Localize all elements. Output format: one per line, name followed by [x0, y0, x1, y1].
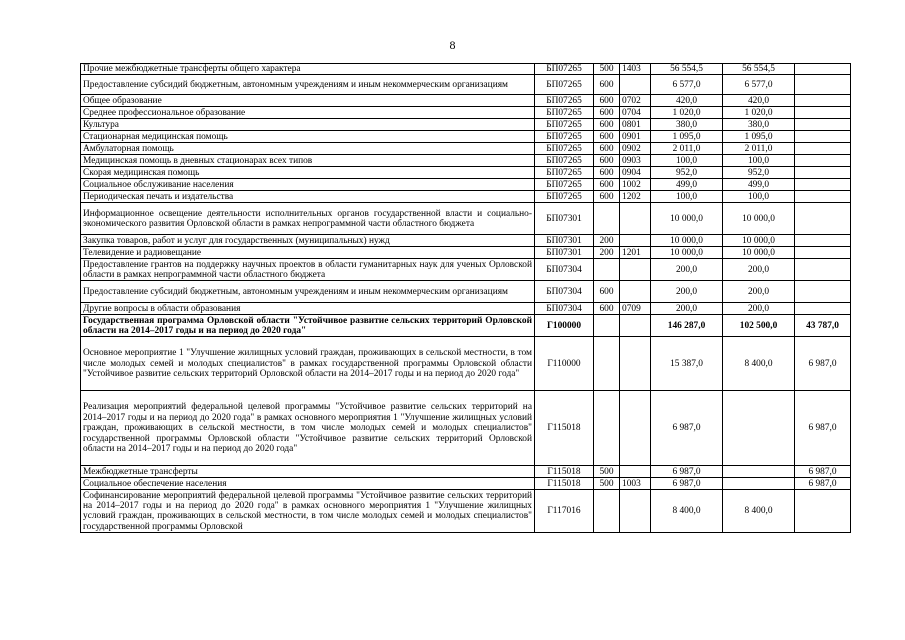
row-name: Межбюджетные трансферты: [81, 466, 535, 478]
row-federal: [795, 75, 851, 95]
row-code: БП07304: [535, 281, 594, 303]
row-regional: 200,0: [723, 259, 795, 281]
row-regional: 10 000,0: [723, 203, 795, 235]
row-federal: [795, 119, 851, 131]
row-total: 6 987,0: [651, 478, 723, 490]
row-expense-type: 600: [594, 107, 620, 119]
table-row: [81, 235, 851, 247]
row-name: Периодическая печать и издательства: [81, 191, 535, 203]
table-row: [81, 247, 851, 259]
row-regional: 499,0: [723, 179, 795, 191]
row-name: Стационарная медицинская помощь: [81, 131, 535, 143]
table-row: [81, 478, 851, 490]
row-total: 56 554,5: [651, 64, 723, 75]
row-name: Информационное освещение деятельности исполнительных органов государственной власти и социально-экономического развития Орловской области в рамках непрограммной части областного бюджета: [81, 203, 535, 235]
row-regional: 10 000,0: [723, 247, 795, 259]
row-expense-type: 600: [594, 155, 620, 167]
row-total: 100,0: [651, 191, 723, 203]
row-section: 1002: [620, 179, 651, 191]
row-code: БП07265: [535, 143, 594, 155]
row-section: [620, 466, 651, 478]
row-section: 0704: [620, 107, 651, 119]
row-section: [620, 203, 651, 235]
row-expense-type: 600: [594, 131, 620, 143]
row-regional: 1 095,0: [723, 131, 795, 143]
row-federal: [795, 203, 851, 235]
row-name: Среднее профессиональное образование: [81, 107, 535, 119]
row-expense-type: 600: [594, 281, 620, 303]
row-total: 146 287,0: [651, 315, 723, 337]
row-federal: [795, 167, 851, 179]
row-name: Общее образование: [81, 95, 535, 107]
row-section: [620, 235, 651, 247]
row-name: Телевидение и радиовещание: [81, 247, 535, 259]
row-expense-type: [594, 203, 620, 235]
row-total: 1 095,0: [651, 131, 723, 143]
table-row: [81, 179, 851, 191]
table-row: [81, 303, 851, 315]
row-federal: [795, 247, 851, 259]
row-section: [620, 281, 651, 303]
row-total: 1 020,0: [651, 107, 723, 119]
row-expense-type: 600: [594, 167, 620, 179]
row-name: Предоставление субсидий бюджетным, автономным учреждениям и иным некоммерческим организациям: [81, 281, 535, 303]
row-section: 0904: [620, 167, 651, 179]
table-row: [81, 107, 851, 119]
table-row: [81, 191, 851, 203]
row-regional: 380,0: [723, 119, 795, 131]
row-regional: [723, 478, 795, 490]
row-regional: 420,0: [723, 95, 795, 107]
row-federal: [795, 303, 851, 315]
row-regional: 200,0: [723, 281, 795, 303]
row-name: Реализация мероприятий федеральной целевой программы "Устойчивое развитие сельских территорий на 2014–2017 годы и на период до 2020 года" в рамках основного мероприятия 1 "Улучшение жилищных условий граждан, проживающих в сельской местности, в том числе молодых семей и молодых специалистов" государственной программы Орловской области "Устойчивое развитие сельских территорий Орловской области на 2014–2017 годы и на период до 2020 года": [81, 391, 535, 466]
row-regional: 952,0: [723, 167, 795, 179]
row-total: 10 000,0: [651, 235, 723, 247]
row-name: Предоставление грантов на поддержку научных проектов в области гуманитарных наук для ученых Орловской области в рамках непрограммной части областного бюджета: [81, 259, 535, 281]
row-federal: [795, 95, 851, 107]
row-federal: 43 787,0: [795, 315, 851, 337]
table-row: [81, 143, 851, 155]
row-regional: 56 554,5: [723, 64, 795, 75]
row-code: Г110000: [535, 337, 594, 391]
row-federal: [795, 490, 851, 533]
table-row: [81, 75, 851, 95]
row-expense-type: [594, 315, 620, 337]
row-regional: 102 500,0: [723, 315, 795, 337]
row-name: Прочие межбюджетные трансферты общего характера: [81, 64, 535, 75]
table-row: [81, 315, 851, 337]
page-number: 8: [449, 38, 456, 52]
row-name: Государственная программа Орловской области "Устойчивое развитие сельских территорий Орловской области на 2014–2017 годы и на период до 2020 года": [81, 315, 535, 337]
row-code: Г100000: [535, 315, 594, 337]
row-section: 0902: [620, 143, 651, 155]
row-total: 10 000,0: [651, 247, 723, 259]
row-name: Культура: [81, 119, 535, 131]
row-code: БП07304: [535, 259, 594, 281]
row-section: [620, 75, 651, 95]
row-expense-type: 500: [594, 466, 620, 478]
row-section: [620, 391, 651, 466]
row-federal: 6 987,0: [795, 478, 851, 490]
row-section: 0709: [620, 303, 651, 315]
row-federal: [795, 281, 851, 303]
row-name: Медицинская помощь в дневных стационарах всех типов: [81, 155, 535, 167]
row-total: 6 987,0: [651, 466, 723, 478]
row-section: 0801: [620, 119, 651, 131]
row-total: 10 000,0: [651, 203, 723, 235]
row-regional: 8 400,0: [723, 490, 795, 533]
row-total: 380,0: [651, 119, 723, 131]
table-row: [81, 337, 851, 391]
row-section: 1201: [620, 247, 651, 259]
row-section: 0702: [620, 95, 651, 107]
row-section: [620, 490, 651, 533]
row-expense-type: 600: [594, 191, 620, 203]
row-total: 6 987,0: [651, 391, 723, 466]
row-expense-type: 600: [594, 143, 620, 155]
row-name: Основное мероприятие 1 "Улучшение жилищных условий граждан, проживающих в сельской местности, в том числе молодых семей и молодых специалистов" в рамках государственной программы Орловской области "Устойчивое развитие сельских территорий Орловской области на 2014–2017 годы и на период до 2020 года": [81, 337, 535, 391]
row-federal: 6 987,0: [795, 466, 851, 478]
row-regional: 100,0: [723, 155, 795, 167]
row-regional: 10 000,0: [723, 235, 795, 247]
table-row: [81, 167, 851, 179]
row-expense-type: 600: [594, 179, 620, 191]
table-row: [81, 131, 851, 143]
row-regional: 2 011,0: [723, 143, 795, 155]
row-federal: [795, 191, 851, 203]
row-code: БП07301: [535, 203, 594, 235]
row-total: 100,0: [651, 155, 723, 167]
row-code: БП07265: [535, 191, 594, 203]
row-expense-type: [594, 259, 620, 281]
table-row: [81, 203, 851, 235]
table-row: [81, 281, 851, 303]
row-section: [620, 337, 651, 391]
row-code: БП07304: [535, 303, 594, 315]
row-regional: 200,0: [723, 303, 795, 315]
row-federal: [795, 143, 851, 155]
row-federal: [795, 179, 851, 191]
row-federal: [795, 107, 851, 119]
row-regional: [723, 466, 795, 478]
row-expense-type: 200: [594, 235, 620, 247]
row-total: 2 011,0: [651, 143, 723, 155]
row-code: Г115018: [535, 391, 594, 466]
row-expense-type: 600: [594, 303, 620, 315]
row-regional: 6 577,0: [723, 75, 795, 95]
row-code: БП07301: [535, 235, 594, 247]
row-name: Амбулаторная помощь: [81, 143, 535, 155]
row-section: [620, 315, 651, 337]
table-row: [81, 155, 851, 167]
row-total: 200,0: [651, 303, 723, 315]
row-code: Г115018: [535, 466, 594, 478]
table-row: [81, 64, 851, 75]
row-total: 952,0: [651, 167, 723, 179]
row-expense-type: [594, 337, 620, 391]
row-name: Социальное обеспечение населения: [81, 478, 535, 490]
table-row: [81, 119, 851, 131]
row-total: 499,0: [651, 179, 723, 191]
row-federal: [795, 64, 851, 75]
row-expense-type: 600: [594, 95, 620, 107]
row-section: [620, 259, 651, 281]
row-expense-type: 600: [594, 119, 620, 131]
row-code: БП07265: [535, 155, 594, 167]
row-total: 200,0: [651, 259, 723, 281]
row-federal: [795, 259, 851, 281]
row-federal: 6 987,0: [795, 391, 851, 466]
row-regional: 100,0: [723, 191, 795, 203]
row-code: БП07265: [535, 167, 594, 179]
row-name: Другие вопросы в области образования: [81, 303, 535, 315]
row-name: Предоставление субсидий бюджетным, автономным учреждениям и иным некоммерческим организациям: [81, 75, 535, 95]
row-regional: 1 020,0: [723, 107, 795, 119]
table-row: [81, 95, 851, 107]
table-row: [81, 259, 851, 281]
row-code: БП07265: [535, 75, 594, 95]
row-total: 8 400,0: [651, 490, 723, 533]
row-name: Закупка товаров, работ и услуг для государственных (муниципальных) нужд: [81, 235, 535, 247]
row-code: Г115018: [535, 478, 594, 490]
row-expense-type: 200: [594, 247, 620, 259]
row-expense-type: 600: [594, 75, 620, 95]
row-code: БП07265: [535, 95, 594, 107]
row-total: 6 577,0: [651, 75, 723, 95]
row-total: 420,0: [651, 95, 723, 107]
row-federal: 6 987,0: [795, 337, 851, 391]
row-total: 200,0: [651, 281, 723, 303]
table-row: [81, 490, 851, 533]
row-code: БП07265: [535, 131, 594, 143]
row-section: 1202: [620, 191, 651, 203]
row-total: 15 387,0: [651, 337, 723, 391]
row-name: Скорая медицинская помощь: [81, 167, 535, 179]
row-section: 1003: [620, 478, 651, 490]
row-code: БП07265: [535, 119, 594, 131]
row-name: Социальное обслуживание населения: [81, 179, 535, 191]
row-expense-type: [594, 391, 620, 466]
row-code: БП07265: [535, 179, 594, 191]
row-expense-type: 500: [594, 64, 620, 75]
row-federal: [795, 235, 851, 247]
row-code: БП07301: [535, 247, 594, 259]
row-code: БП07265: [535, 64, 594, 75]
row-federal: [795, 155, 851, 167]
row-code: БП07265: [535, 107, 594, 119]
row-section: 1403: [620, 64, 651, 75]
row-expense-type: 500: [594, 478, 620, 490]
row-regional: [723, 391, 795, 466]
row-federal: [795, 131, 851, 143]
row-regional: 8 400,0: [723, 337, 795, 391]
row-name: Софинансирование мероприятий федеральной целевой программы "Устойчивое развитие сельских территорий на 2014–2017 годы и на период до 2020 года" в рамках основного мероприятия 1 "Улучшение жилищных условий граждан, проживающих в сельской местности, в том числе молодых семей и молодых специалистов" государственной программы Орловской: [81, 490, 535, 533]
table-row: [81, 391, 851, 466]
row-section: 0901: [620, 131, 651, 143]
row-expense-type: [594, 490, 620, 533]
row-section: 0903: [620, 155, 651, 167]
budget-table: [80, 63, 851, 533]
budget-table-body: [81, 64, 851, 533]
table-row: [81, 466, 851, 478]
row-code: Г117016: [535, 490, 594, 533]
